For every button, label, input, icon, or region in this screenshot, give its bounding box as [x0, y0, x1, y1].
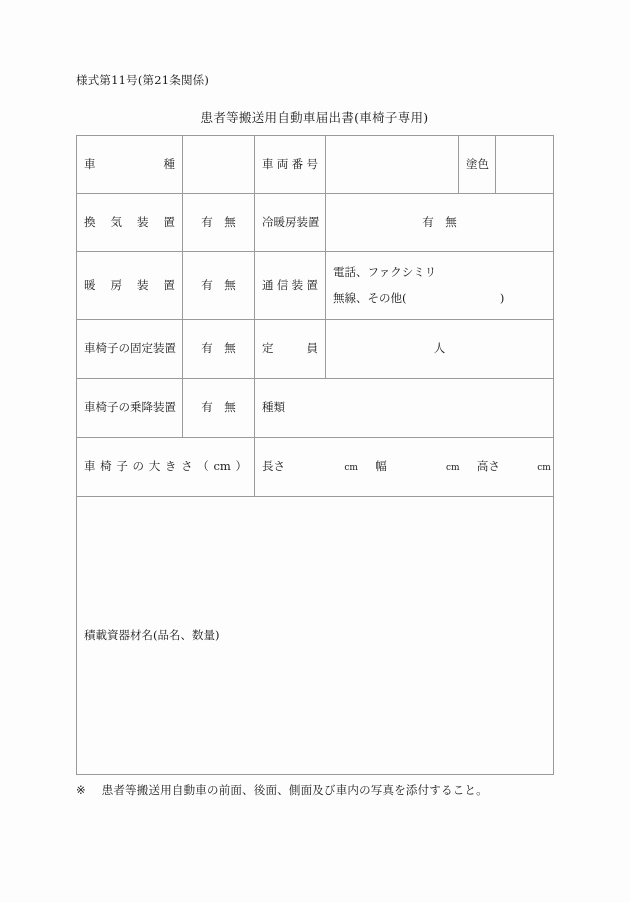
label-vehicle-type	[77, 136, 183, 194]
table-row-equipment	[77, 497, 554, 775]
table-row-wheelchair-lift	[77, 379, 554, 438]
communication-option-radio-other	[333, 290, 546, 307]
table-row-heater	[77, 252, 554, 320]
field-vehicle-type[interactable]	[183, 136, 255, 194]
field-capacity[interactable]	[326, 320, 554, 379]
label-vehicle-number	[255, 136, 326, 194]
unit-size-height: cm	[537, 463, 551, 474]
label-wheelchair-lift-text: 車椅子の乗降装置	[84, 400, 176, 415]
label-wheelchair-lift	[77, 379, 183, 438]
label-size-length: 長さ	[262, 459, 285, 474]
option-wheelchair-fixing-text: 有 無	[201, 341, 236, 356]
table-row-wheelchair-fixing	[77, 320, 554, 379]
label-equipment-list: 積載資器材名(品名、数量)	[84, 627, 220, 642]
field-lift-kind[interactable]	[255, 379, 554, 438]
label-size-width: 幅	[375, 459, 387, 474]
option-heater-text: 有 無	[201, 277, 236, 292]
field-capacity-unit: 人	[433, 341, 446, 356]
wheelchair-size-fields	[262, 459, 551, 473]
option-air-conditioning[interactable]	[326, 194, 554, 252]
field-communication[interactable]	[326, 252, 554, 320]
communication-other-prefix: 無線、その他(	[333, 291, 407, 305]
option-ventilation[interactable]	[183, 194, 255, 252]
field-wheelchair-size[interactable]	[255, 438, 554, 497]
label-vehicle-type-text: 車 種	[84, 156, 175, 171]
form-number: 様式第11号(第21条関係)	[76, 73, 210, 87]
field-vehicle-number[interactable]	[326, 136, 459, 194]
footnote-text: 患者等搬送用自動車の前面、後面、側面及び車内の写真を添付すること。	[101, 783, 488, 797]
vehicle-declaration-table	[76, 135, 554, 775]
label-heater-text: 暖房装置	[84, 277, 175, 292]
label-communication-text: 通信装置	[262, 277, 318, 292]
label-heater	[77, 252, 183, 320]
option-air-conditioning-text: 有 無	[422, 214, 457, 229]
communication-option-phone-fax: 電話、ファクシミリ	[333, 264, 437, 279]
option-wheelchair-lift-text: 有 無	[201, 400, 236, 415]
footnote-marker-icon: ※	[76, 783, 86, 797]
label-capacity-text: 定 員	[262, 341, 318, 356]
option-wheelchair-fixing[interactable]	[183, 320, 255, 379]
label-size-height: 高さ	[476, 459, 500, 474]
label-vehicle-number-text: 車両番号	[262, 156, 318, 171]
label-wheelchair-size	[77, 438, 255, 497]
table-row-vehicle	[77, 136, 554, 194]
label-wheelchair-fixing-text: 車椅子の固定装置	[84, 341, 176, 356]
label-capacity	[255, 320, 326, 379]
footnote	[76, 782, 488, 798]
field-equipment-list[interactable]	[77, 497, 554, 775]
label-paint-color	[459, 136, 496, 194]
label-ventilation-text: 換気装置	[84, 214, 175, 229]
label-air-conditioning-text: 冷暖房装置	[262, 214, 320, 229]
page-title: 患者等搬送用自動車届出書(車椅子専用)	[200, 110, 429, 125]
table-row-ventilation	[77, 194, 554, 252]
label-communication	[255, 252, 326, 320]
label-ventilation	[77, 194, 183, 252]
table-row-wheelchair-size	[77, 438, 554, 497]
option-ventilation-text: 有 無	[201, 214, 236, 229]
field-paint-color[interactable]	[496, 136, 554, 194]
label-wheelchair-size-text: 車椅子の大きさ（cm）	[84, 459, 247, 474]
option-wheelchair-lift[interactable]	[183, 379, 255, 438]
unit-size-length: cm	[344, 463, 358, 474]
label-lift-kind-text: 種類	[262, 400, 285, 415]
label-paint-color-text: 塗色	[466, 156, 489, 171]
communication-other-suffix: )	[499, 291, 505, 305]
label-air-conditioning	[255, 194, 326, 252]
label-wheelchair-fixing	[77, 320, 183, 379]
unit-size-width: cm	[446, 463, 460, 474]
option-heater[interactable]	[183, 252, 255, 320]
